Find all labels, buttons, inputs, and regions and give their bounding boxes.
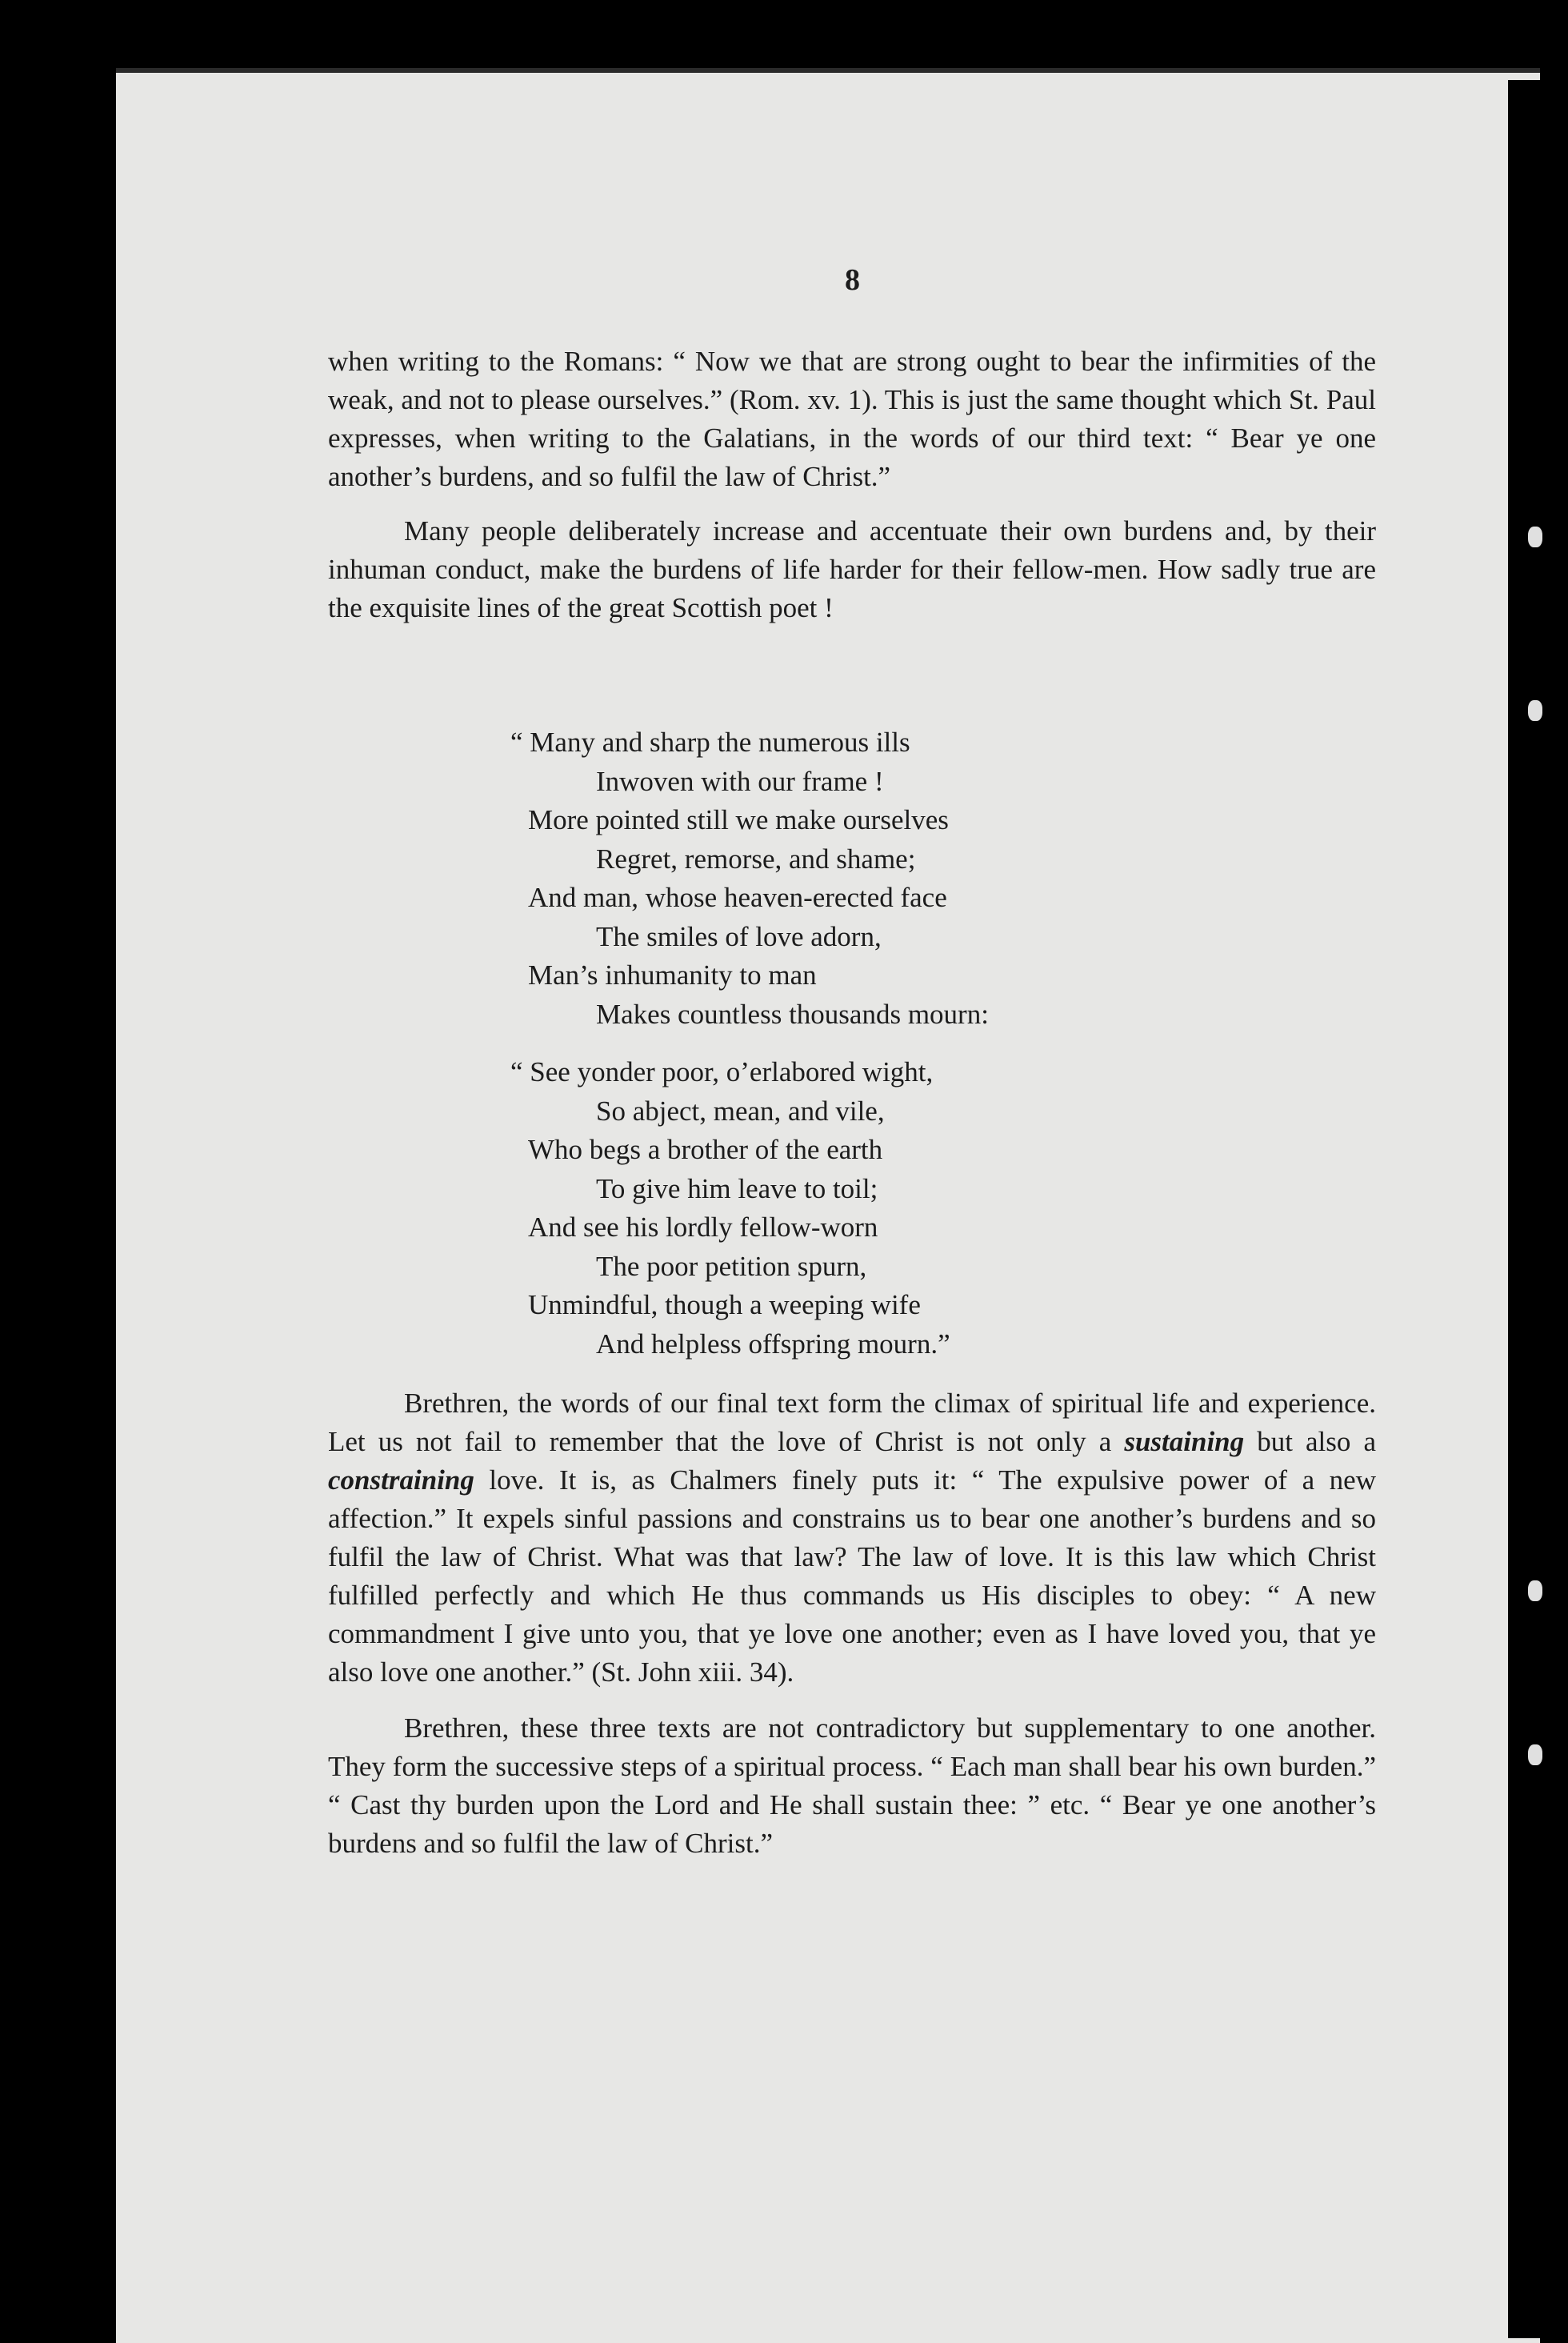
poem-line: Inwoven with our frame ! — [596, 765, 884, 797]
paragraph-2: Many people deliberately increase and accentuate their own burdens and, by their inhuman conduct, make the burdens of life harder for their fellow-men. How sadly true are the exquisite lines of the great Scottish poet ! — [328, 515, 1376, 623]
paragraph-3-text: but also a — [1244, 1426, 1376, 1457]
poem-line: And helpless offspring mourn.” — [596, 1328, 950, 1360]
poem-line: More pointed still we make ourselves — [528, 804, 949, 835]
poem-line: To give him leave to toil; — [596, 1172, 878, 1204]
body-text-bottom — [328, 1384, 1376, 1863]
poem-line: “ See yonder poor, o’erlabored wight, — [510, 1056, 934, 1087]
binding-mark — [1528, 1744, 1542, 1765]
poem — [510, 723, 1184, 1364]
emphasis-sustaining: sustaining — [1124, 1426, 1245, 1457]
poem-line: Who begs a brother of the earth — [528, 1134, 883, 1165]
paragraph-4: Brethren, these three texts are not contradictory but supplementary to one another. They form the successive steps of a spiritual process. “ Each man shall bear his own burden.” “ Cast thy burden upon the Lord and He shall sustain thee: ” etc. “ Bear ye one another’s burdens and so fulfil the law of Christ.” — [328, 1712, 1376, 1859]
paragraph-3-text: Brethren, the words of our final text form the climax of spiritual life and experience. Let us not fail to remember that the love of Christ is not only a — [328, 1388, 1376, 1457]
paragraph-3 — [328, 1384, 1376, 1692]
paragraph-1: when writing to the Romans: “ Now we that are strong ought to bear the infirmities of the weak, and not to please ourselves.” (Rom. xv. 1). This is just the same thought which St. Paul expresses, when writing to the Galatians, in the words of our third text: “ Bear ye one another’s burdens, and so fulfil the law of Christ.” — [328, 346, 1376, 492]
poem-line: Man’s inhumanity to man — [528, 959, 817, 991]
poem-line: Regret, remorse, and shame; — [596, 843, 916, 875]
poem-stanza-2 — [510, 1053, 1184, 1364]
poem-line: Makes countless thousands mourn: — [596, 998, 989, 1030]
poem-line: Unmindful, though a weeping wife — [528, 1289, 921, 1320]
scan-edge — [1508, 80, 1568, 2338]
paragraph-3-text: love. It is, as Chalmers finely puts it: “ The expulsive power of a new affection.” It expels sinful passions and constrains us to bear one another’s burdens and so fulfil the law of Christ. What was that law? The law of love. It is this law which Christ fulfilled perfectly and which He thus commands us His disciples to obey: “ A new commandment I give unto you, that ye love one another; even as I have loved you, that ye also love one another.” (St. John xiii. 34). — [328, 1464, 1376, 1688]
poem-line: The poor petition spurn, — [596, 1250, 867, 1282]
poem-line: And see his lordly fellow-worn — [528, 1212, 878, 1243]
binding-mark — [1528, 700, 1542, 721]
poem-line: And man, whose heaven-erected face — [528, 882, 947, 913]
binding-mark — [1528, 1580, 1542, 1601]
poem-line: So abject, mean, and vile, — [596, 1095, 885, 1127]
body-text-top — [328, 342, 1376, 627]
poem-line: The smiles of love adorn, — [596, 920, 882, 952]
poem-line: “ Many and sharp the numerous ills — [510, 727, 910, 758]
binding-mark — [1528, 527, 1542, 547]
page-number: 8 — [845, 263, 860, 297]
poem-stanza-1 — [510, 723, 1184, 1034]
emphasis-constraining: constraining — [328, 1464, 474, 1496]
